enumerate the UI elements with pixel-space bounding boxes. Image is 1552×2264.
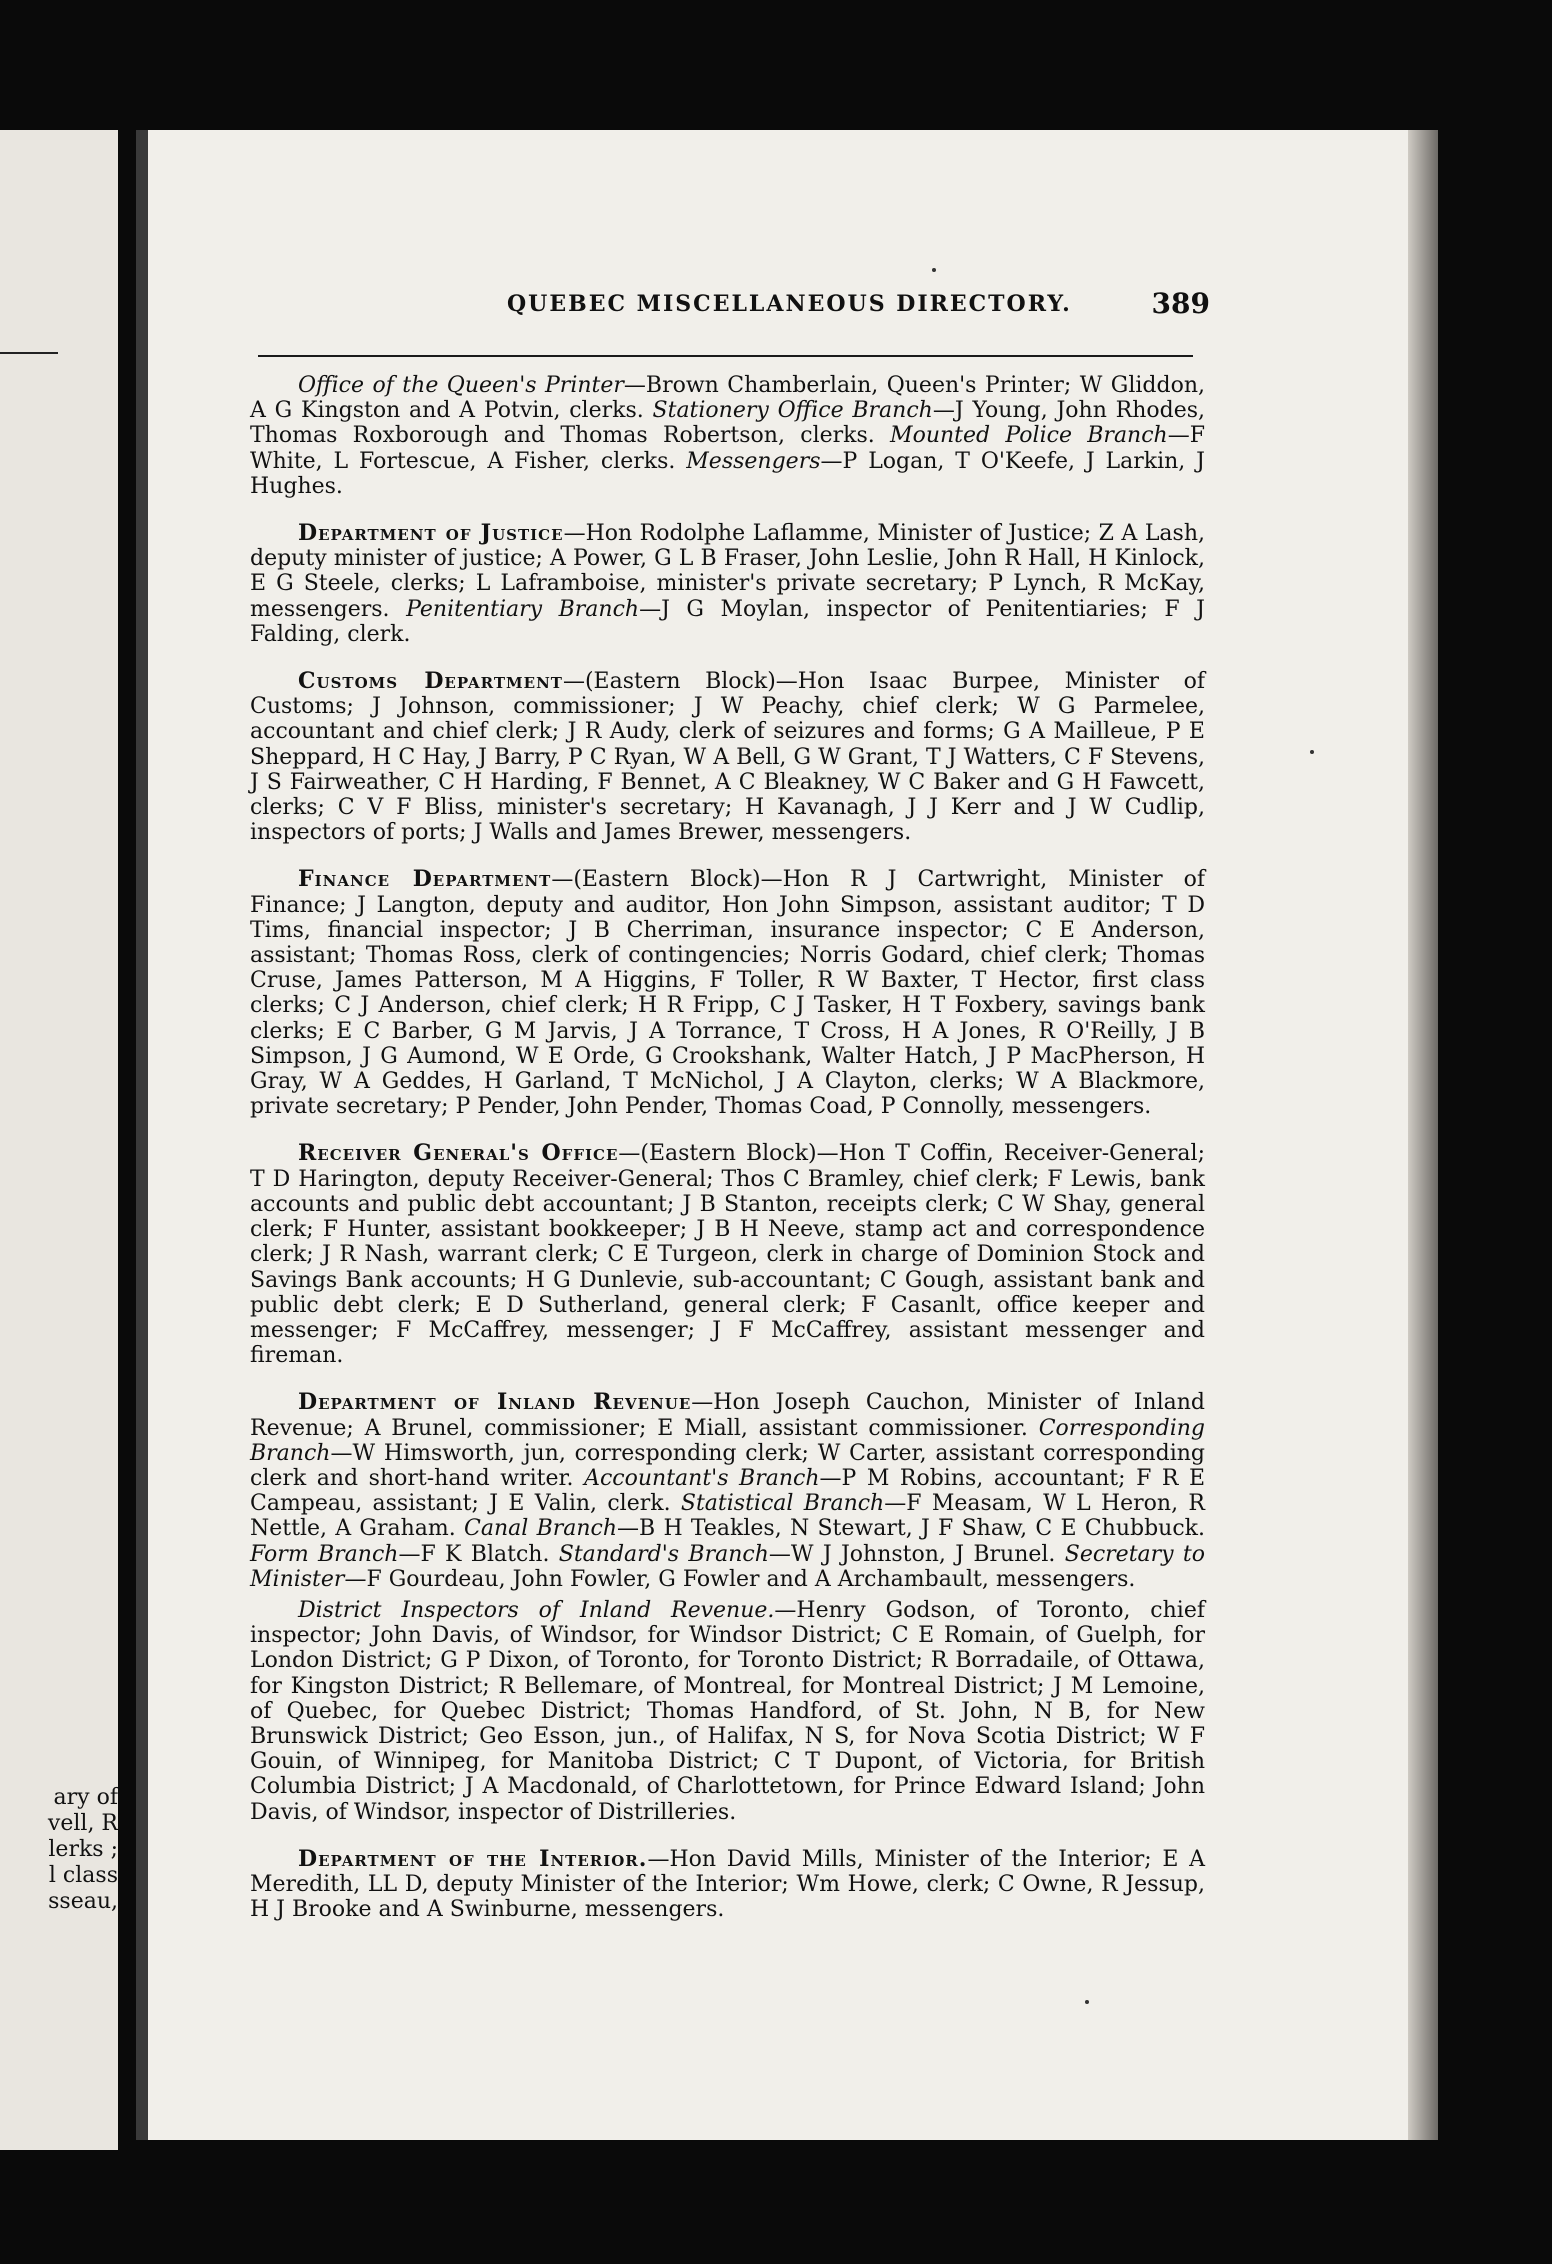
entry-text: —F Measam, W L Heron, R Nettle, A Graham. (250, 1491, 1205, 1542)
paragraph-gap (250, 499, 1205, 521)
department-heading: Customs Department (298, 668, 563, 695)
entry-text: —Hon David Mills, Minister of the Interior; E A Meredith, LL D, deputy Minister of the Interior; Wm Howe, clerk; C Owne, R Jessup, H J Brooke and A Swinburne, messengers. (250, 1846, 1206, 1923)
department-heading: Receiver General's Office (298, 1140, 619, 1167)
directory-body (250, 373, 1205, 1922)
department-heading: Finance Department (298, 866, 552, 893)
left-page-text-fragments (0, 1785, 118, 1915)
directory-entry (250, 1141, 1205, 1368)
paragraph-gap (250, 647, 1205, 669)
directory-entry (250, 521, 1205, 647)
page-gutter-shadow (136, 130, 148, 2140)
entry-text: —Hon Joseph Cauchon, Minister of Inland Revenue; A Brunel, commissioner; E Miall, assistant commissioner. (250, 1390, 1205, 1441)
paragraph-gap (250, 845, 1205, 867)
paragraph-gap (250, 1368, 1205, 1390)
entry-text: —Hon Rodolphe Laflamme, Minister of Justice; Z A Lash, deputy minister of justice; A Power, G L B Fraser, John Leslie, John R Hall, H Kinlock, E G Steele, clerks; L Laframboise, minister's private secretary; P Lynch, R McKay, messengers. (250, 521, 1205, 622)
branch-name: Canal Branch (464, 1516, 618, 1542)
entry-text: —Henry Godson, of Toronto, chief inspector; John Davis, of Windsor, for Windsor District; C E Romain, of Guelph, for London District; G P Dixon, of Toronto, for Toronto District; R Borradaile, of Ottawa, for Kingston District; R Bellemare, of Montreal, for Montreal District; J M Lemoine, of Quebec, for Quebec District; Thomas Handford, of St. John, N B, for New Brunswick District; Geo Esson, jun., of Halifax, N S, for Nova Scotia District; W F Gouin, of Winnipeg, for Manitoba District; C T Dupont, of Victoria, for British Columbia District; J A Macdonald, of Charlottetown, for Prince Edward Island; John Davis, of Windsor, inspector of Distrilleries. (250, 1597, 1205, 1825)
branch-name: Penitentiary Branch (406, 596, 640, 622)
directory-entry (250, 867, 1205, 1119)
print-speck (1310, 750, 1314, 754)
branch-name: Messengers (686, 448, 821, 474)
page-number: 389 (1151, 287, 1210, 320)
branch-name: Corresponding Branch (250, 1415, 1205, 1466)
branch-name: Standard's Branch (558, 1541, 769, 1567)
branch-name: District Inspectors of Inland Revenue. (298, 1597, 775, 1623)
branch-name: Statistical Branch (680, 1491, 885, 1517)
directory-entry (250, 1847, 1205, 1923)
branch-name: Accountant's Branch (584, 1465, 820, 1491)
directory-entry (250, 1598, 1205, 1825)
entry-text: —W J Johnston, J Brunel. (768, 1541, 1065, 1567)
left-fragment-line: lerks ; (48, 1837, 118, 1862)
directory-entry (250, 669, 1205, 845)
entry-text: —F K Blatch. (398, 1541, 559, 1567)
paragraph-gap (250, 1825, 1205, 1847)
page-header (355, 287, 1210, 331)
department-heading: Department of Inland Revenue (298, 1389, 692, 1416)
left-fragment-line: sseau, (48, 1889, 118, 1914)
entry-text: —F White, L Fortescue, A Fisher, clerks. (250, 423, 1205, 474)
entry-text: —J Young, John Rhodes, Thomas Roxborough and Thomas Robertson, clerks. (250, 398, 1206, 449)
print-speck (1085, 2000, 1089, 2004)
entry-text: —F Gourdeau, John Fowler, G Fowler and A Archambault, messengers. (344, 1566, 1136, 1592)
entry-text: —B H Teakles, N Stewart, J F Shaw, C E Chubbuck. (617, 1516, 1205, 1542)
left-fragment-line: l class (48, 1863, 118, 1888)
left-page-rule (0, 352, 58, 354)
entry-text: —W Himsworth, jun, corresponding clerk; W Carter, assistant corresponding clerk and short-hand writer. (250, 1440, 1205, 1491)
running-title: QUEBEC MISCELLANEOUS DIRECTORY. (507, 291, 1072, 317)
left-fragment-line: ary of (53, 1785, 118, 1810)
paragraph-gap (250, 1119, 1205, 1141)
directory-entry (250, 1390, 1205, 1592)
entry-text: —Brown Chamberlain, Queen's Printer; W Gliddon, A G Kingston and A Potvin, clerks. (250, 373, 1205, 424)
left-fragment-line: vell, R (47, 1811, 118, 1836)
entry-text: —(Eastern Block)—Hon R J Cartwright, Minister of Finance; J Langton, deputy and auditor, Hon John Simpson, assistant auditor; T D Tims, financial inspector; J B Cherriman, insurance inspector; C E Anderson, assistant; Thomas Ross, clerk of contingencies; Norris Godard, chief clerk; Thomas Cruse, James Patterson, M A Higgins, F Toller, R W Baxter, T Hector, first class clerks; C J Anderson, chief clerk; H R Fripp, C J Tasker, H T Foxbery, savings bank clerks; E C Barber, G M Jarvis, J A Torrance, T Cross, H A Jones, R O'Reilly, J B Simpson, J G Aumond, W E Orde, G Crookshank, Walter Hatch, J P MacPherson, H Gray, W A Geddes, H Garland, T McNichol, J A Clayton, clerks; W A Blackmore, private secretary; P Pender, John Pender, Thomas Coad, P Connolly, messengers. (250, 867, 1206, 1120)
directory-entry (250, 373, 1205, 499)
entry-text: —P Logan, T O'Keefe, J Larkin, J Hughes. (250, 448, 1205, 499)
branch-name: Form Branch (250, 1541, 399, 1567)
entry-text: —(Eastern Block)—Hon Isaac Burpee, Minister of Customs; J Johnson, commissioner; J W Peachy, chief clerk; W G Parmelee, accountant and chief clerk; J R Audy, clerk of seizures and forms; G A Mailleue, P E Sheppard, H C Hay, J Barry, P C Ryan, W A Bell, G W Grant, T J Watters, C F Stevens, J S Fairweather, C H Harding, F Bennet, A C Bleakney, W C Baker and G H Fawcett, clerks; C V F Bliss, minister's secretary; H Kavanagh, J J Kerr and J W Cudlip, inspectors of ports; J Walls and James Brewer, messengers. (250, 669, 1205, 846)
print-speck (932, 268, 936, 272)
branch-name: Secretary to Minister (250, 1541, 1206, 1592)
branch-name: Stationery Office Branch (652, 398, 933, 424)
department-heading: Department of the Interior. (298, 1845, 648, 1872)
entry-text: —(Eastern Block)—Hon T Coffin, Receiver-General; T D Harington, deputy Receiver-General; Thos C Bramley, chief clerk; F Lewis, bank accounts and public debt accountant; J B Stanton, receipts clerk; C W Shay, general clerk; F Hunter, assistant bookkeeper; J B H Neeve, stamp act and correspondence clerk; J R Nash, warrant clerk; C E Turgeon, clerk in charge of Dominion Stock and Savings Bank accounts; H G Dunlevie, sub-accountant; C Gough, assistant bank and public debt clerk; E D Sutherland, general clerk; F Casanlt, office keeper and messenger; F McCaffrey, messenger; J F McCaffrey, assistant messenger and fireman. (250, 1141, 1205, 1369)
page-edge-shadow (1408, 130, 1438, 2140)
branch-name: Mounted Police Branch (890, 423, 1168, 449)
entry-text: —J G Moylan, inspector of Penitentiaries; F J Falding, clerk. (250, 596, 1205, 647)
branch-name: Office of the Queen's Printer (298, 373, 624, 398)
entry-text: —P M Robins, accountant; F R E Campeau, assistant; J E Valin, clerk. (250, 1465, 1206, 1517)
department-heading: Department of Justice (298, 520, 564, 547)
header-rule (258, 355, 1193, 357)
